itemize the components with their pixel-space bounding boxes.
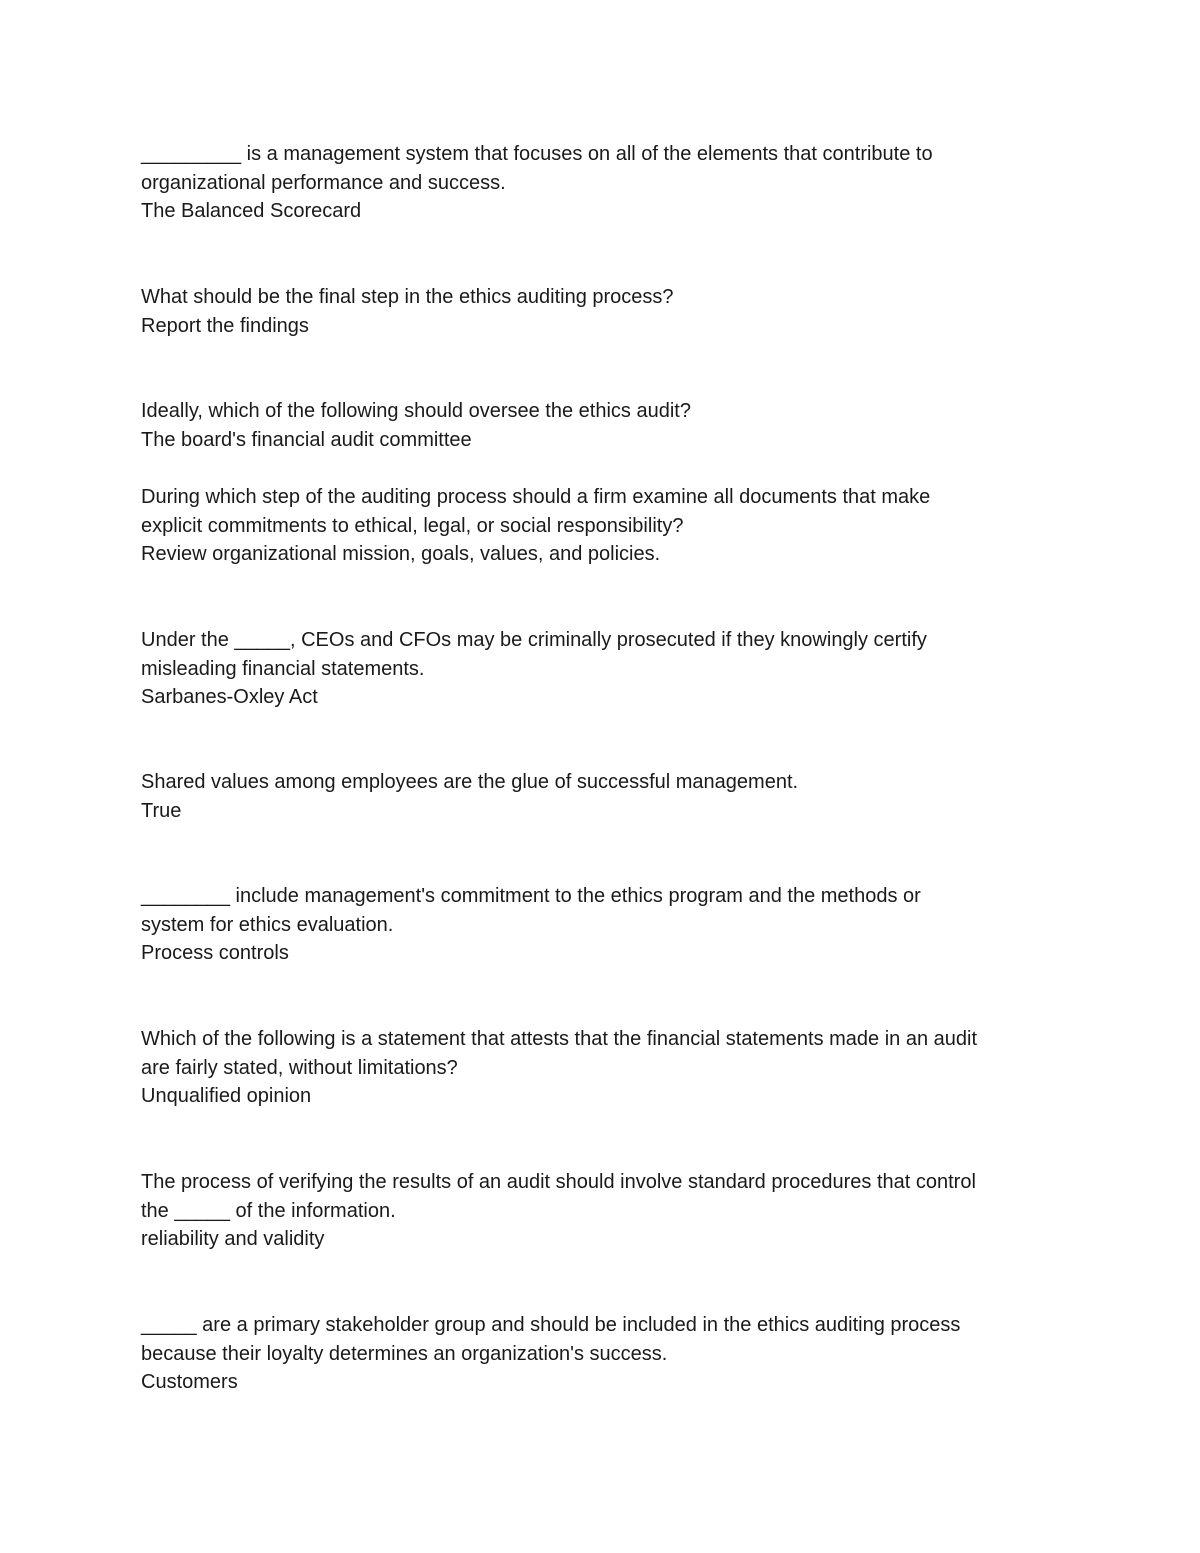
answer-text: True [141, 799, 182, 822]
answer-text: Review organizational mission, goals, values, and policies. [141, 543, 661, 565]
qa-item-10 [141, 1311, 1061, 1397]
question-line: Which of the following is a statement that attests that the financial statements made in an audit [141, 1028, 978, 1050]
answer-text: reliability and validity [141, 1228, 325, 1250]
qa-item-6 [141, 768, 1061, 825]
answer-text: Report the findings [141, 314, 309, 337]
qa-item-3 [141, 397, 1061, 454]
question-line: The process of verifying the results of an audit should involve standard procedures that control [141, 1171, 976, 1193]
question-line: What should be the final step in the ethics auditing process? [141, 286, 674, 308]
qa-item-4 [141, 483, 1061, 569]
question-line: misleading financial statements. [141, 657, 425, 680]
answer-text: Customers [141, 1371, 238, 1393]
answer-text: Process controls [141, 942, 289, 964]
answer-text: The Balanced Scorecard [141, 200, 362, 222]
question-line: because their loyalty determines an organization's success. [141, 1342, 668, 1365]
question-line: organizational performance and success. [141, 171, 506, 194]
answer-text: The board's financial audit committee [141, 428, 472, 451]
qa-item-1 [141, 140, 1061, 226]
question-line: Shared values among employees are the glue of successful management. [141, 771, 799, 793]
qa-item-5 [141, 626, 1061, 712]
question-line: explicit commitments to ethical, legal, or social responsibility? [141, 514, 684, 537]
question-line: _____ are a primary stakeholder group and should be included in the ethics auditing process [141, 1314, 961, 1336]
question-line: ________ include management's commitment to the ethics program and the methods or [141, 885, 921, 907]
question-line: Under the _____, CEOs and CFOs may be criminally prosecuted if they knowingly certify [141, 629, 927, 651]
question-line: are fairly stated, without limitations? [141, 1056, 458, 1079]
question-line: During which step of the auditing process should a firm examine all documents that make [141, 486, 931, 508]
qa-item-8 [141, 1025, 1061, 1111]
question-line: system for ethics evaluation. [141, 913, 394, 936]
answer-text: Sarbanes-Oxley Act [141, 686, 318, 708]
question-line: Ideally, which of the following should oversee the ethics audit? [141, 400, 691, 422]
question-line: _________ is a management system that focuses on all of the elements that contribute to [141, 143, 933, 165]
qa-item-9 [141, 1168, 1061, 1254]
answer-text: Unqualified opinion [141, 1085, 312, 1107]
qa-item-7 [141, 882, 1061, 968]
qa-item-2 [141, 283, 1061, 340]
question-line: the _____ of the information. [141, 1199, 396, 1222]
